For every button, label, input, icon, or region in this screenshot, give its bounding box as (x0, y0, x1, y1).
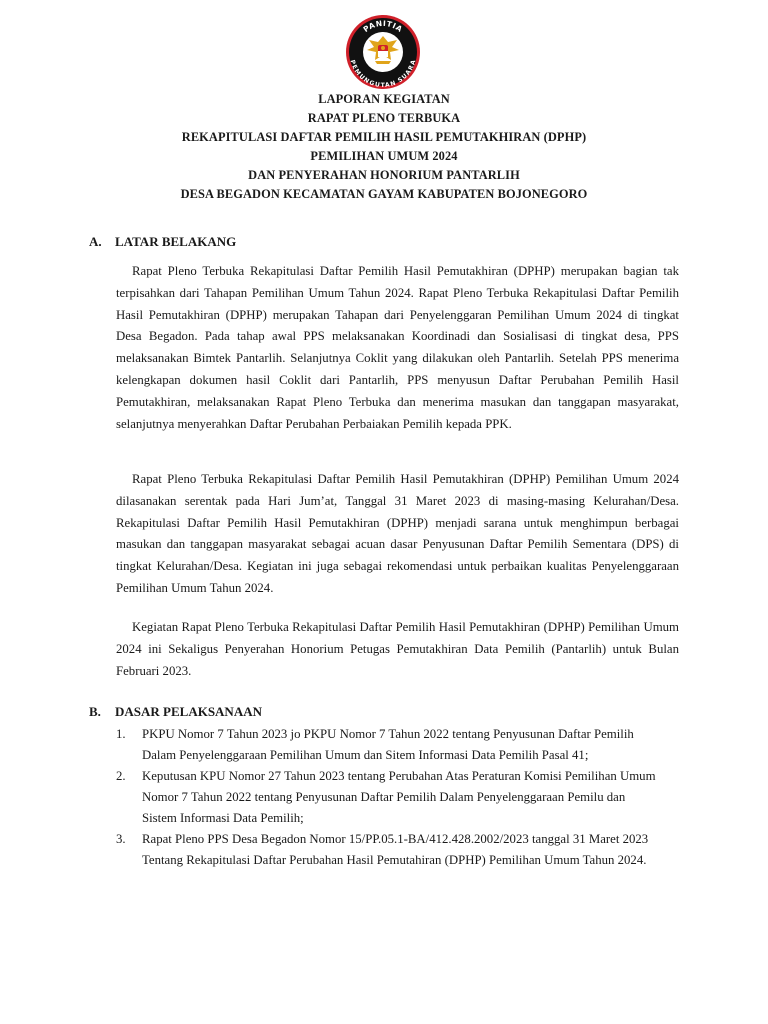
section-letter: B. (89, 704, 101, 719)
list-number: 3. (116, 832, 126, 846)
list-text: Keputusan KPU Nomor 27 Tahun 2023 tentang Perubahan Atas Peraturan Komisi Pemilihan Umum Nomor 7 Tahun 2022 tentang Penyusunan Daftar Pemilih Dalam Penyelenggaraan Pemilu dan Sistem Informasi Data Pemilih; (142, 769, 656, 825)
section-b-heading (89, 704, 262, 720)
title-line: DESA BEGADON KECAMATAN GAYAM KABUPATEN BOJONEGORO (180, 187, 588, 201)
section-title: DASAR PELAKSANAAN (115, 704, 262, 719)
title-line: DAN PENYERAHAN HONORIUM PANTARLIH (248, 168, 520, 182)
paragraph: Kegiatan Rapat Pleno Terbuka Rekapitulasi Daftar Pemilih Hasil Pemutakhiran (DPHP) Pemilihan Umum 2024 ini Sekaligus Penyerahan Honorium Petugas Pemutakhiran Data Pemilih (Pantarlih) untuk Bulan Februari 2023. (116, 620, 679, 678)
list-text: PKPU Nomor 7 Tahun 2023 jo PKPU Nomor 7 Tahun 2022 tentang Penyusunan Daftar Pemilih Dalam Penyelenggaraan Pemilihan Umum dan Sitem Informasi Data Pemilih Pasal 41; (142, 727, 634, 762)
logo-bottom-text: PEMUNGUTAN SUARA (348, 59, 418, 90)
list-text: Rapat Pleno PPS Desa Begadon Nomor 15/PP.05.1-BA/412.428.2002/2023 tanggal 31 Maret 2023 Tentang Rekapitulasi Daftar Perubahan Hasil Pemutahiran (DPHP) Pemilihan Umum Tahun 2024. (142, 832, 649, 867)
section-title: LATAR BELAKANG (115, 234, 237, 249)
section-letter: A. (89, 234, 102, 249)
list-number: 2. (116, 769, 126, 783)
section-a-heading (89, 234, 236, 250)
title-line: PEMILIHAN UMUM 2024 (310, 149, 458, 163)
logo-top-text: PANITIA (361, 18, 405, 35)
list-item (116, 766, 656, 829)
paragraph: Rapat Pleno Terbuka Rekapitulasi Daftar Pemilih Hasil Pemutakhiran (DPHP) Pemilihan Umum 2024 dilasanakan serentak pada Hari Jum’at, Tanggal 31 Maret 2023 di masing-masing Kelurahan/Desa. Rekapitulasi Daftar Pemilih Hasil Pemutakhiran (DPHP) menjadi sarana untuk menghimpun berbagai masukan dan tanggapan masyarakat sebagai acuan dasar Penyusunan Daftar Pemilih Sementara (DPS) di tingkat Kelurahan/Desa. Kegiatan ini juga sebagai rekomendasi untuk perbaikan kualitas Penyelenggaraan Pemilihan Umum Tahun 2024. (116, 472, 679, 595)
paragraph: Rapat Pleno Terbuka Rekapitulasi Daftar Pemilih Hasil Pemutakhiran (DPHP) merupakan bagian tak terpisahkan dari Tahapan Pemilihan Umum Tahun 2024. Rapat Pleno Terbuka Rekapitulasi Daftar Pemilih Hasil Pemutakhiran (DPHP) merupakan Tahapan dari Penyelenggaran Pemilihan Umum 2024 di tingkat Desa Begadon. Pada tahap awal PPS melaksanakan Koordinadi dan Sosialisasi di tingkat desa, PPS melaksanakan Bimtek Pantarlih. Selanjutnya Coklit yang dilakukan oleh Pantarlih. Setelah PPS menerima kelengkapan dokumen hasil Coklit dari Pantarlih, PPS menyusun Daftar Perubahan Pemilih Hasil Pemutakhiran, melaksanakan Rapat Pleno Terbuka dan menerima masukan dan tanggapan masyarakat, selanjutnya menyerahkan Daftar Perubahan Perbaiakan Pemilih kepada PPK. (116, 264, 679, 431)
list-item (116, 829, 656, 871)
title-line: RAPAT PLENO TERBUKA (307, 111, 461, 125)
pps-logo (345, 14, 421, 90)
list-item (116, 724, 656, 766)
legal-basis-list (116, 724, 656, 871)
document-title (60, 90, 708, 204)
list-number: 1. (116, 727, 126, 741)
title-line: REKAPITULASI DAFTAR PEMILIH HASIL PEMUTAKHIRAN (DPHP) (181, 130, 587, 144)
title-line: LAPORAN KEGIATAN (318, 92, 450, 106)
